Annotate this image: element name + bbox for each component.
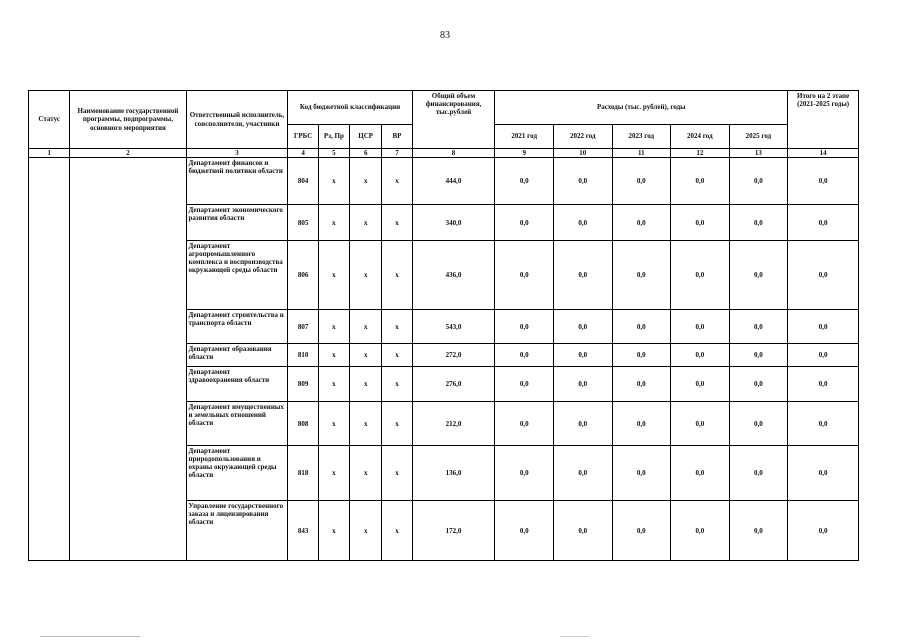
row-year-2022: 0,0 bbox=[553, 402, 612, 446]
row-year-2023: 0,0 bbox=[612, 501, 671, 561]
row-year-2024: 0,0 bbox=[671, 344, 730, 367]
budget-table bbox=[28, 90, 859, 561]
row-year-2024: 0,0 bbox=[671, 205, 730, 241]
header-year-2024: 2024 год bbox=[671, 125, 730, 149]
row-year-2022: 0,0 bbox=[553, 158, 612, 205]
header-year-2022: 2022 год bbox=[553, 125, 612, 149]
column-number: 14 bbox=[788, 149, 859, 158]
row-year-2023: 0,0 bbox=[612, 367, 671, 402]
row-year-2023: 0,0 bbox=[612, 241, 671, 310]
row-executor: Департамент образования области bbox=[186, 344, 288, 367]
row-vr: x bbox=[382, 310, 412, 344]
row-year-2023: 0,0 bbox=[612, 446, 671, 501]
header-responsible: Ответственный исполнитель, соисполнители, участники bbox=[186, 91, 288, 149]
row-grbs: 808 bbox=[288, 402, 318, 446]
row-vr: x bbox=[382, 367, 412, 402]
row-grbs: 805 bbox=[288, 205, 318, 241]
row-year-2022: 0,0 bbox=[553, 241, 612, 310]
row-year-2025: 0,0 bbox=[729, 241, 788, 310]
row-year-2023: 0,0 bbox=[612, 344, 671, 367]
status-cell bbox=[29, 158, 70, 561]
row-total-stage2: 0,0 bbox=[788, 241, 859, 310]
row-total-stage2: 0,0 bbox=[788, 310, 859, 344]
header-expenses: Расходы (тыс. рублей), годы bbox=[495, 91, 788, 125]
row-year-2025: 0,0 bbox=[729, 367, 788, 402]
column-number: 6 bbox=[350, 149, 382, 158]
row-total-volume: 276,0 bbox=[412, 367, 495, 402]
row-csr: x bbox=[350, 205, 382, 241]
row-rz-pr: x bbox=[318, 367, 349, 402]
row-csr: x bbox=[350, 446, 382, 501]
header-csr: ЦСР bbox=[350, 125, 382, 149]
header-status: Статус bbox=[29, 91, 70, 149]
row-year-2021: 0,0 bbox=[495, 446, 554, 501]
program-name-cell bbox=[70, 158, 186, 561]
row-vr: x bbox=[382, 158, 412, 205]
column-number: 7 bbox=[382, 149, 412, 158]
row-year-2023: 0,0 bbox=[612, 205, 671, 241]
row-total-stage2: 0,0 bbox=[788, 501, 859, 561]
row-rz-pr: x bbox=[318, 310, 349, 344]
header-name: Наименование государственной программы, подпрограммы, основного мероприятия bbox=[70, 91, 186, 149]
column-number: 13 bbox=[729, 149, 788, 158]
header-year-2021: 2021 год bbox=[495, 125, 554, 149]
row-year-2024: 0,0 bbox=[671, 310, 730, 344]
row-year-2024: 0,0 bbox=[671, 446, 730, 501]
row-year-2022: 0,0 bbox=[553, 501, 612, 561]
table-row bbox=[29, 158, 859, 205]
row-csr: x bbox=[350, 158, 382, 205]
row-vr: x bbox=[382, 205, 412, 241]
row-rz-pr: x bbox=[318, 344, 349, 367]
row-vr: x bbox=[382, 501, 412, 561]
row-executor: Департамент строительства и транспорта области bbox=[186, 310, 288, 344]
row-total-volume: 136,0 bbox=[412, 446, 495, 501]
row-year-2021: 0,0 bbox=[495, 344, 554, 367]
row-total-stage2: 0,0 bbox=[788, 344, 859, 367]
row-year-2024: 0,0 bbox=[671, 402, 730, 446]
column-number-row bbox=[29, 149, 859, 158]
row-executor: Департамент здравоохранения области bbox=[186, 367, 288, 402]
row-year-2021: 0,0 bbox=[495, 501, 554, 561]
row-grbs: 806 bbox=[288, 241, 318, 310]
row-vr: x bbox=[382, 344, 412, 367]
row-executor: Департамент финансов и бюджетной политики области bbox=[186, 158, 288, 205]
row-year-2022: 0,0 bbox=[553, 446, 612, 501]
row-total-stage2: 0,0 bbox=[788, 402, 859, 446]
row-year-2022: 0,0 bbox=[553, 344, 612, 367]
row-year-2022: 0,0 bbox=[553, 205, 612, 241]
column-number: 9 bbox=[495, 149, 554, 158]
column-number: 4 bbox=[288, 149, 318, 158]
row-year-2022: 0,0 bbox=[553, 367, 612, 402]
row-rz-pr: x bbox=[318, 205, 349, 241]
row-rz-pr: x bbox=[318, 501, 349, 561]
row-csr: x bbox=[350, 402, 382, 446]
row-grbs: 804 bbox=[288, 158, 318, 205]
row-year-2024: 0,0 bbox=[671, 158, 730, 205]
row-year-2025: 0,0 bbox=[729, 446, 788, 501]
row-year-2025: 0,0 bbox=[729, 402, 788, 446]
row-grbs: 818 bbox=[288, 446, 318, 501]
row-total-volume: 436,0 bbox=[412, 241, 495, 310]
column-number: 3 bbox=[186, 149, 288, 158]
scan-artifact bbox=[0, 636, 905, 637]
row-year-2025: 0,0 bbox=[729, 344, 788, 367]
header-rz-pr: Рз, Пр bbox=[318, 125, 349, 149]
column-number: 5 bbox=[318, 149, 349, 158]
row-year-2024: 0,0 bbox=[671, 367, 730, 402]
row-year-2021: 0,0 bbox=[495, 367, 554, 402]
table-body bbox=[29, 158, 859, 561]
row-year-2021: 0,0 bbox=[495, 158, 554, 205]
row-total-volume: 272,0 bbox=[412, 344, 495, 367]
row-executor: Департамент природопользования и охраны окружающей среды области bbox=[186, 446, 288, 501]
row-year-2021: 0,0 bbox=[495, 402, 554, 446]
row-total-stage2: 0,0 bbox=[788, 205, 859, 241]
row-rz-pr: x bbox=[318, 158, 349, 205]
row-total-stage2: 0,0 bbox=[788, 367, 859, 402]
row-total-volume: 340,0 bbox=[412, 205, 495, 241]
row-executor: Департамент экономического развития области bbox=[186, 205, 288, 241]
row-year-2024: 0,0 bbox=[671, 241, 730, 310]
row-total-volume: 543,0 bbox=[412, 310, 495, 344]
page-number: 83 bbox=[440, 30, 450, 41]
row-year-2024: 0,0 bbox=[671, 501, 730, 561]
table-header bbox=[29, 91, 859, 158]
header-total-stage2: Итого на 2 этапе (2021-2025 годы) bbox=[788, 91, 859, 149]
column-number: 12 bbox=[671, 149, 730, 158]
row-year-2025: 0,0 bbox=[729, 205, 788, 241]
row-total-volume: 444,0 bbox=[412, 158, 495, 205]
row-total-volume: 212,0 bbox=[412, 402, 495, 446]
row-year-2022: 0,0 bbox=[553, 310, 612, 344]
row-grbs: 843 bbox=[288, 501, 318, 561]
row-year-2021: 0,0 bbox=[495, 241, 554, 310]
row-csr: x bbox=[350, 501, 382, 561]
row-total-stage2: 0,0 bbox=[788, 446, 859, 501]
column-number: 10 bbox=[553, 149, 612, 158]
row-year-2023: 0,0 bbox=[612, 158, 671, 205]
row-grbs: 810 bbox=[288, 344, 318, 367]
row-rz-pr: x bbox=[318, 446, 349, 501]
row-rz-pr: x bbox=[318, 241, 349, 310]
row-year-2025: 0,0 bbox=[729, 501, 788, 561]
row-csr: x bbox=[350, 344, 382, 367]
row-vr: x bbox=[382, 402, 412, 446]
row-year-2023: 0,0 bbox=[612, 402, 671, 446]
row-total-stage2: 0,0 bbox=[788, 158, 859, 205]
header-total-volume: Общий объем финансирования, тыс.рублей bbox=[412, 91, 495, 149]
header-grbs: ГРБС bbox=[288, 125, 318, 149]
row-vr: x bbox=[382, 446, 412, 501]
row-year-2021: 0,0 bbox=[495, 205, 554, 241]
column-number: 1 bbox=[29, 149, 70, 158]
row-csr: x bbox=[350, 241, 382, 310]
header-year-2023: 2023 год bbox=[612, 125, 671, 149]
column-number: 8 bbox=[412, 149, 495, 158]
row-grbs: 809 bbox=[288, 367, 318, 402]
column-number: 2 bbox=[70, 149, 186, 158]
row-executor: Управление государственного заказа и лицензирования области bbox=[186, 501, 288, 561]
row-year-2025: 0,0 bbox=[729, 158, 788, 205]
row-csr: x bbox=[350, 310, 382, 344]
header-year-2025: 2025 год bbox=[729, 125, 788, 149]
row-rz-pr: x bbox=[318, 402, 349, 446]
row-year-2025: 0,0 bbox=[729, 310, 788, 344]
row-vr: x bbox=[382, 241, 412, 310]
header-vr: ВР bbox=[382, 125, 412, 149]
row-executor: Департамент имущественных и земельных отношений области bbox=[186, 402, 288, 446]
header-budget-code: Код бюджетной классификации bbox=[288, 91, 412, 125]
row-year-2023: 0,0 bbox=[612, 310, 671, 344]
row-grbs: 807 bbox=[288, 310, 318, 344]
column-number: 11 bbox=[612, 149, 671, 158]
row-year-2021: 0,0 bbox=[495, 310, 554, 344]
row-total-volume: 172,0 bbox=[412, 501, 495, 561]
row-csr: x bbox=[350, 367, 382, 402]
row-executor: Департамент агропромышленного комплекса и воспроизводства окружающей среды области bbox=[186, 241, 288, 310]
